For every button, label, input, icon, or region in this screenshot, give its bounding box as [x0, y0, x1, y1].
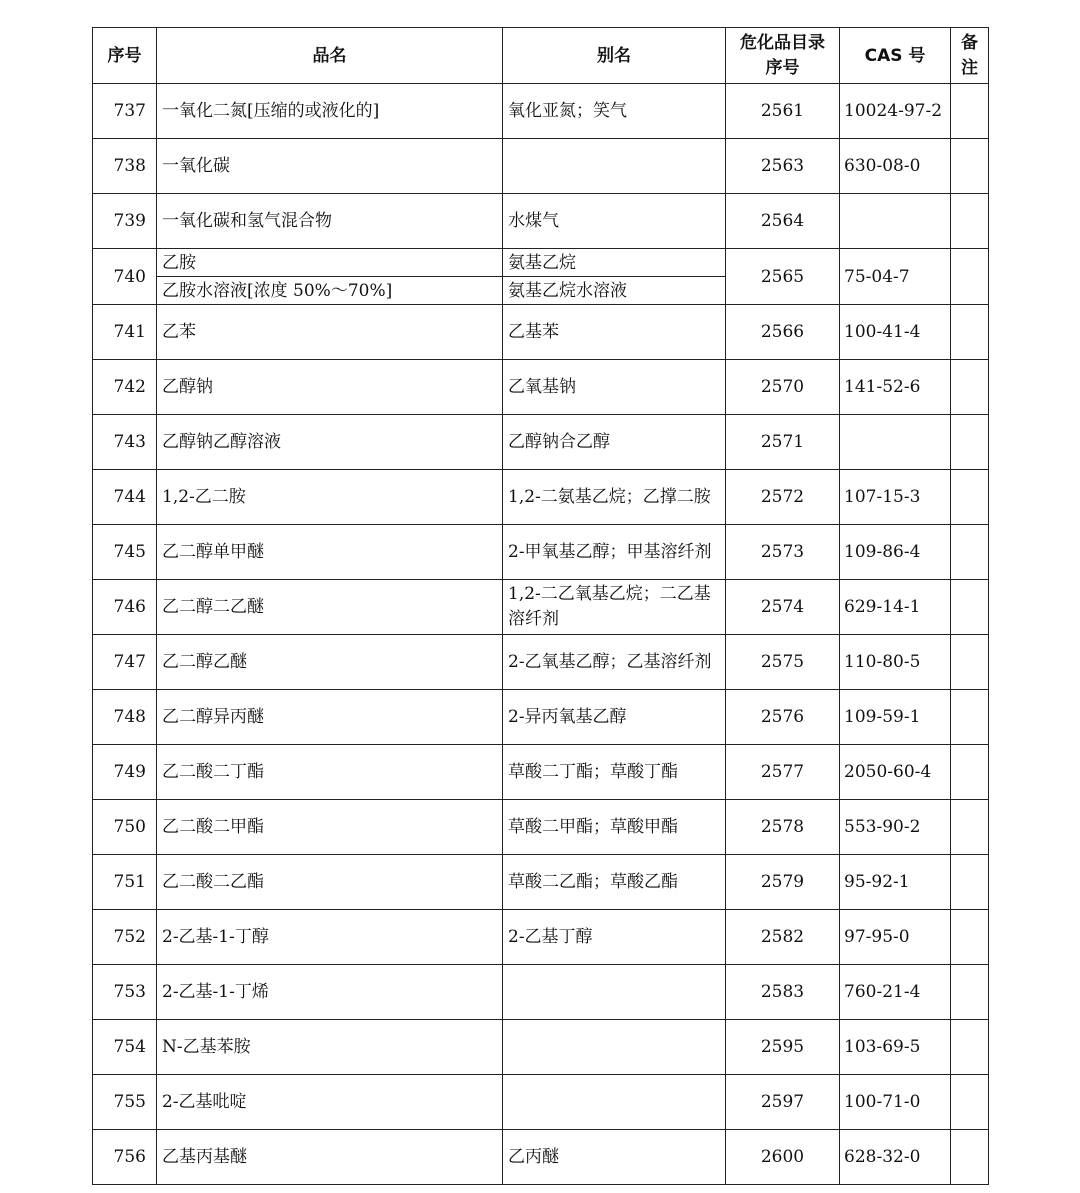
- cell-name: 一氧化碳: [157, 139, 503, 194]
- table-row: [93, 415, 989, 470]
- cell-alias: 1,2-二氨基乙烷；乙撑二胺: [503, 470, 726, 525]
- cell-note: [951, 139, 989, 194]
- cell-no: 746: [93, 580, 157, 635]
- cell-name: 乙二醇异丙醚: [157, 690, 503, 745]
- cell-alias: [503, 1075, 726, 1130]
- header-alias: 别名: [503, 28, 726, 84]
- cell-catalog: 2595: [726, 1020, 840, 1075]
- cell-cas: 109-86-4: [840, 525, 951, 580]
- cell-no: 744: [93, 470, 157, 525]
- header-name: 品名: [157, 28, 503, 84]
- cell-alias: 水煤气: [503, 194, 726, 249]
- cell-cas: 107-15-3: [840, 470, 951, 525]
- cell-alias-secondary: 氨基乙烷水溶液: [503, 277, 726, 305]
- cell-catalog: 2582: [726, 910, 840, 965]
- cell-no: 738: [93, 139, 157, 194]
- cell-cas: 760-21-4: [840, 965, 951, 1020]
- table-row: [93, 525, 989, 580]
- cell-name: 乙醇钠: [157, 360, 503, 415]
- cell-alias: 草酸二丁酯；草酸丁酯: [503, 745, 726, 800]
- cell-note: [951, 1130, 989, 1185]
- table-row: [93, 139, 989, 194]
- cell-no: 742: [93, 360, 157, 415]
- cell-name: 一氧化碳和氢气混合物: [157, 194, 503, 249]
- table-row: [93, 84, 989, 139]
- header-cas: CAS 号: [840, 28, 951, 84]
- header-catalog-line1: 危化品目录: [740, 32, 825, 53]
- cell-alias: 乙丙醚: [503, 1130, 726, 1185]
- cell-cas: 2050-60-4: [840, 745, 951, 800]
- cell-no: 745: [93, 525, 157, 580]
- cell-name: N-乙基苯胺: [157, 1020, 503, 1075]
- table-row: [93, 1020, 989, 1075]
- table-row: [93, 360, 989, 415]
- cell-name: 乙基丙基醚: [157, 1130, 503, 1185]
- cell-name: 乙二酸二丁酯: [157, 745, 503, 800]
- cell-cas: 630-08-0: [840, 139, 951, 194]
- cell-cas: [840, 194, 951, 249]
- table-row: [93, 1130, 989, 1185]
- cell-note: [951, 1020, 989, 1075]
- cell-name: 乙二醇单甲醚: [157, 525, 503, 580]
- cell-alias: 草酸二甲酯；草酸甲酯: [503, 800, 726, 855]
- cell-cas: 100-71-0: [840, 1075, 951, 1130]
- cell-alias: 乙醇钠合乙醇: [503, 415, 726, 470]
- cell-alias: 2-乙基丁醇: [503, 910, 726, 965]
- cell-cas: 629-14-1: [840, 580, 951, 635]
- cell-catalog: 2570: [726, 360, 840, 415]
- cell-no: 743: [93, 415, 157, 470]
- cell-no: 753: [93, 965, 157, 1020]
- cell-no: 749: [93, 745, 157, 800]
- table-row: [93, 855, 989, 910]
- cell-alias: 氧化亚氮；笑气: [503, 84, 726, 139]
- cell-no: 750: [93, 800, 157, 855]
- cell-catalog: 2561: [726, 84, 840, 139]
- cell-alias: 2-甲氧基乙醇；甲基溶纤剂: [503, 525, 726, 580]
- cell-catalog: 2583: [726, 965, 840, 1020]
- table-row: [93, 249, 989, 277]
- cell-cas: 75-04-7: [840, 249, 951, 305]
- cell-note: [951, 580, 989, 635]
- cell-name: 乙醇钠乙醇溶液: [157, 415, 503, 470]
- cell-note: [951, 84, 989, 139]
- header-catalog-line2: 序号: [765, 57, 800, 78]
- cell-note: [951, 745, 989, 800]
- cell-catalog: 2578: [726, 800, 840, 855]
- cell-note: [951, 360, 989, 415]
- cell-no: 751: [93, 855, 157, 910]
- chemical-table: [92, 27, 989, 1185]
- table-row: [93, 635, 989, 690]
- cell-catalog: 2597: [726, 1075, 840, 1130]
- cell-name: 1,2-乙二胺: [157, 470, 503, 525]
- cell-no: 747: [93, 635, 157, 690]
- header-catalog: [726, 28, 840, 84]
- cell-catalog: 2572: [726, 470, 840, 525]
- cell-catalog: 2565: [726, 249, 840, 305]
- cell-cas: 103-69-5: [840, 1020, 951, 1075]
- cell-alias: 氨基乙烷: [503, 249, 726, 277]
- table-row: [93, 305, 989, 360]
- cell-note: [951, 965, 989, 1020]
- cell-cas: 95-92-1: [840, 855, 951, 910]
- table-row: [93, 745, 989, 800]
- cell-name: 2-乙基吡啶: [157, 1075, 503, 1130]
- cell-no: 740: [93, 249, 157, 305]
- cell-no: 756: [93, 1130, 157, 1185]
- header-row: [93, 28, 989, 84]
- cell-alias: [503, 965, 726, 1020]
- cell-catalog: 2579: [726, 855, 840, 910]
- cell-note: [951, 690, 989, 745]
- cell-name: 乙二酸二乙酯: [157, 855, 503, 910]
- cell-alias: [503, 139, 726, 194]
- header-note-line1: 备: [961, 32, 978, 53]
- table-row: [93, 194, 989, 249]
- cell-name: 一氧化二氮[压缩的或液化的]: [157, 84, 503, 139]
- cell-no: 754: [93, 1020, 157, 1075]
- cell-catalog: 2600: [726, 1130, 840, 1185]
- cell-cas: [840, 415, 951, 470]
- table-row: [93, 800, 989, 855]
- cell-alias: [503, 1020, 726, 1075]
- cell-name: 乙二酸二甲酯: [157, 800, 503, 855]
- cell-catalog: 2575: [726, 635, 840, 690]
- cell-note: [951, 525, 989, 580]
- cell-alias: 1,2-二乙氧基乙烷；二乙基溶纤剂: [503, 580, 726, 635]
- cell-alias: 草酸二乙酯；草酸乙酯: [503, 855, 726, 910]
- cell-cas: 628-32-0: [840, 1130, 951, 1185]
- cell-no: 739: [93, 194, 157, 249]
- chemical-catalog-sheet: [92, 27, 989, 1185]
- table-row: [93, 470, 989, 525]
- cell-alias: 2-异丙氧基乙醇: [503, 690, 726, 745]
- cell-cas: 100-41-4: [840, 305, 951, 360]
- cell-catalog: 2574: [726, 580, 840, 635]
- cell-catalog: 2563: [726, 139, 840, 194]
- cell-note: [951, 910, 989, 965]
- cell-note: [951, 800, 989, 855]
- cell-name: 2-乙基-1-丁醇: [157, 910, 503, 965]
- cell-no: 752: [93, 910, 157, 965]
- cell-note: [951, 470, 989, 525]
- cell-cas: 110-80-5: [840, 635, 951, 690]
- cell-name-secondary: 乙胺水溶液[浓度 50%～70%]: [157, 277, 503, 305]
- cell-catalog: 2571: [726, 415, 840, 470]
- cell-cas: 141-52-6: [840, 360, 951, 415]
- cell-note: [951, 305, 989, 360]
- cell-name: 乙苯: [157, 305, 503, 360]
- cell-alias: 乙氧基钠: [503, 360, 726, 415]
- cell-catalog: 2577: [726, 745, 840, 800]
- cell-catalog: 2576: [726, 690, 840, 745]
- cell-cas: 97-95-0: [840, 910, 951, 965]
- cell-catalog: 2566: [726, 305, 840, 360]
- cell-alias: 2-乙氧基乙醇；乙基溶纤剂: [503, 635, 726, 690]
- cell-note: [951, 1075, 989, 1130]
- cell-name: 乙胺: [157, 249, 503, 277]
- cell-no: 748: [93, 690, 157, 745]
- cell-note: [951, 415, 989, 470]
- cell-note: [951, 635, 989, 690]
- cell-catalog: 2573: [726, 525, 840, 580]
- cell-note: [951, 249, 989, 305]
- header-no: 序号: [93, 28, 157, 84]
- cell-name: 乙二醇二乙醚: [157, 580, 503, 635]
- header-note-line2: 注: [961, 57, 978, 78]
- cell-no: 741: [93, 305, 157, 360]
- cell-alias: 乙基苯: [503, 305, 726, 360]
- cell-cas: 553-90-2: [840, 800, 951, 855]
- cell-catalog: 2564: [726, 194, 840, 249]
- cell-cas: 109-59-1: [840, 690, 951, 745]
- cell-note: [951, 194, 989, 249]
- cell-no: 737: [93, 84, 157, 139]
- table-row: [93, 690, 989, 745]
- table-row: [93, 965, 989, 1020]
- cell-cas: 10024-97-2: [840, 84, 951, 139]
- cell-name: 乙二醇乙醚: [157, 635, 503, 690]
- table-row: [93, 580, 989, 635]
- table-row: [93, 1075, 989, 1130]
- cell-name: 2-乙基-1-丁烯: [157, 965, 503, 1020]
- cell-note: [951, 855, 989, 910]
- header-note: [951, 28, 989, 84]
- cell-no: 755: [93, 1075, 157, 1130]
- table-row: [93, 910, 989, 965]
